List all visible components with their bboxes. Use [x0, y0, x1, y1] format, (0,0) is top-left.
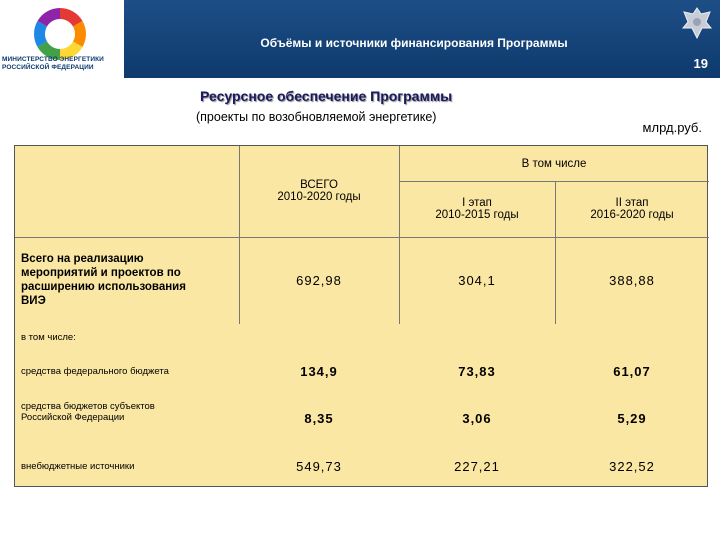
ministry-line-2: РОССИЙСКОЙ ФЕДЕРАЦИИ — [2, 64, 94, 71]
row-regional-label — [15, 401, 239, 435]
row-extrabudget-value-stage2: 322,52 — [609, 458, 655, 474]
total-header-line-1: ВСЕГО — [300, 179, 338, 191]
stage2-header-line-1: II этап — [615, 197, 649, 209]
total-row-label-line-1: Всего на реализацию — [21, 253, 144, 265]
total-header-line-2: 2010-2020 годы — [277, 191, 361, 203]
row-federal-value-stage2: 61,07 — [613, 363, 651, 379]
total-row-value-stage1: 304,1 — [458, 272, 496, 288]
row-extrabudget-value-total: 549,73 — [296, 458, 342, 474]
stage1-header — [399, 181, 555, 237]
row-regional-value-total: 8,35 — [304, 410, 334, 426]
ministry-name — [2, 56, 122, 72]
row-federal-value-total: 134,9 — [300, 363, 338, 379]
row-regional-value-stage1: 3,06 — [462, 410, 492, 426]
financing-table — [14, 145, 708, 487]
row-regional-value-stage2: 5,29 — [617, 410, 647, 426]
row-regional-label-line-1: средства бюджетов субъектов — [21, 401, 155, 412]
stage2-header — [555, 181, 709, 237]
page-title: Ресурсное обеспечение Программы — [200, 88, 453, 104]
total-header — [239, 166, 399, 216]
stage1-header-line-1: I этап — [462, 197, 492, 209]
row-federal-label: средства федерального бюджета — [21, 365, 169, 377]
stage1-header-line-2: 2010-2015 годы — [435, 209, 519, 221]
header-banner — [124, 0, 720, 78]
stage2-header-line-2: 2016-2020 годы — [590, 209, 674, 221]
total-row-value-total: 692,98 — [296, 272, 342, 288]
row-regional-label-line-2: Российской Федерации — [21, 412, 125, 423]
row-federal-value-stage1: 73,83 — [458, 363, 496, 379]
total-row-value-stage2: 388,88 — [609, 272, 655, 288]
banner-title: Объёмы и источники финансирования Программы — [260, 36, 568, 50]
total-row-label — [15, 239, 239, 321]
including-label: в том числе: — [21, 331, 76, 343]
including-header: В том числе — [521, 157, 587, 170]
russian-eagle-emblem-icon — [680, 4, 714, 42]
row-extrabudget-value-stage1: 227,21 — [454, 458, 500, 474]
row-extrabudget-label: внебюджетные источники — [21, 460, 135, 472]
total-row-label-line-4: ВИЭ — [21, 295, 46, 307]
page-subtitle: (проекты по возобновляемой энергетике) — [196, 110, 437, 124]
ministry-line-1: МИНИСТЕРСТВО ЭНЕРГЕТИКИ — [2, 56, 104, 63]
total-row-label-line-2: мероприятий и проектов по — [21, 267, 181, 279]
total-row-label-line-3: расширению использования — [21, 281, 186, 293]
ministry-logo — [0, 0, 124, 90]
page-number: 19 — [693, 56, 708, 71]
units-label: млрд.руб. — [642, 120, 702, 135]
